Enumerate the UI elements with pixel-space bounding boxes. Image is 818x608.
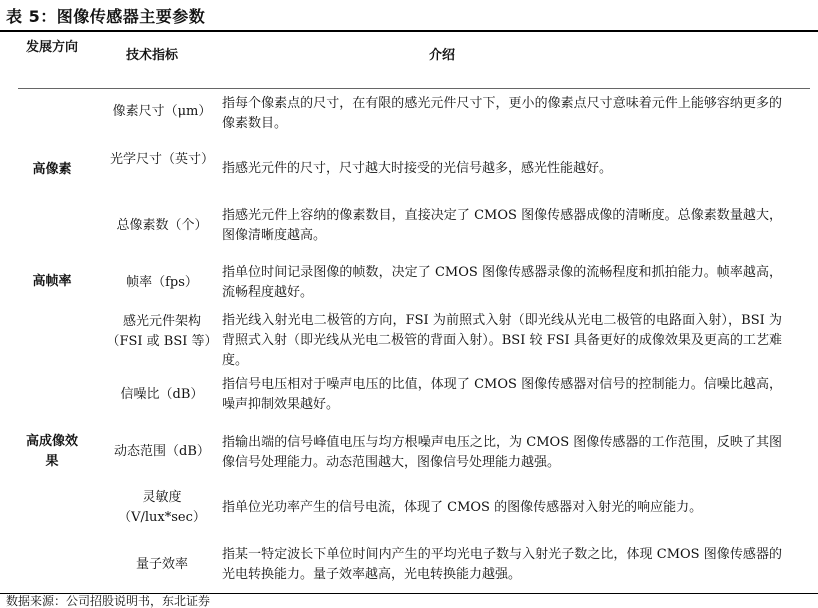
- source-note: 数据来源：公司招股说明书，东北证券: [6, 594, 211, 608]
- row-description: 指信号电压相对于噪声电压的比值，体现了 CMOS 图像传感器对信号的控制能力。信噪比越高，噪声抑制效果越好。: [222, 377, 782, 412]
- table-title: 表 5：图像传感器主要参数: [6, 7, 206, 26]
- group-high-imaging-quality: 高成像效果: [25, 434, 78, 469]
- row-indicator: 总像素数（个）: [116, 218, 208, 233]
- row-indicator: 信噪比（dB）: [120, 387, 204, 402]
- row-indicator: 动态范围（dB）: [114, 444, 210, 459]
- row-indicator: 光学尺寸（英寸）: [109, 152, 214, 167]
- row-indicator: 像素尺寸（μm）: [112, 104, 212, 119]
- row-description: 指每个像素点的尺寸，在有限的感光元件尺寸下，更小的像素点尺寸意味着元件上能够容纳更多的像素数目。: [222, 96, 782, 131]
- row-indicator: 感光元件架构（FSI 或 BSI 等）: [106, 314, 218, 349]
- header-rule: [18, 88, 810, 89]
- group-high-frame-rate: 高帧率: [32, 274, 72, 289]
- top-rule: [0, 30, 818, 32]
- row-description: 指感光元件上容纳的像素数目，直接决定了 CMOS 图像传感器成像的清晰度。总像素数量越大，图像清晰度越高。: [222, 208, 782, 243]
- row-indicator: 帧率（fps）: [126, 275, 198, 290]
- row-indicator: 灵敏度（V/lux*sec）: [118, 490, 206, 525]
- row-description: 指输出端的信号峰值电压与均方根噪声电压之比，为 CMOS 图像传感器的工作范围，反映了其图像信号处理能力。动态范围越大，图像信号处理能力越强。: [222, 435, 782, 470]
- header-indicator: 技术指标: [125, 48, 178, 63]
- row-indicator: 量子效率: [135, 557, 188, 572]
- row-description: 指感光元件的尺寸，尺寸越大时接受的光信号越多，感光性能越好。: [222, 161, 613, 176]
- header-direction: 发展方向: [25, 40, 78, 55]
- row-description: 指光线入射光电二极管的方向，FSI 为前照式入射（即光线从光电二极管的电路面入射），BSI 为背照式入射（即光线从光电二极管的背面入射）。BSI 较 FSI 具备更好的成像效果及更高的工艺难度。: [222, 313, 782, 368]
- row-description: 指单位光功率产生的信号电流，体现了 CMOS 的图像传感器对入射光的响应能力。: [222, 500, 703, 515]
- row-description: 指单位时间记录图像的帧数，决定了 CMOS 图像传感器录像的流畅程度和抓拍能力。帧率越高，流畅程度越好。: [222, 265, 782, 300]
- header-intro: 介绍: [428, 48, 455, 63]
- row-description: 指某一特定波长下单位时间内产生的平均光电子数与入射光子数之比，体现 CMOS 图像传感器的光电转换能力。量子效率越高，光电转换能力越强。: [222, 547, 782, 582]
- group-high-resolution: 高像素: [32, 162, 72, 177]
